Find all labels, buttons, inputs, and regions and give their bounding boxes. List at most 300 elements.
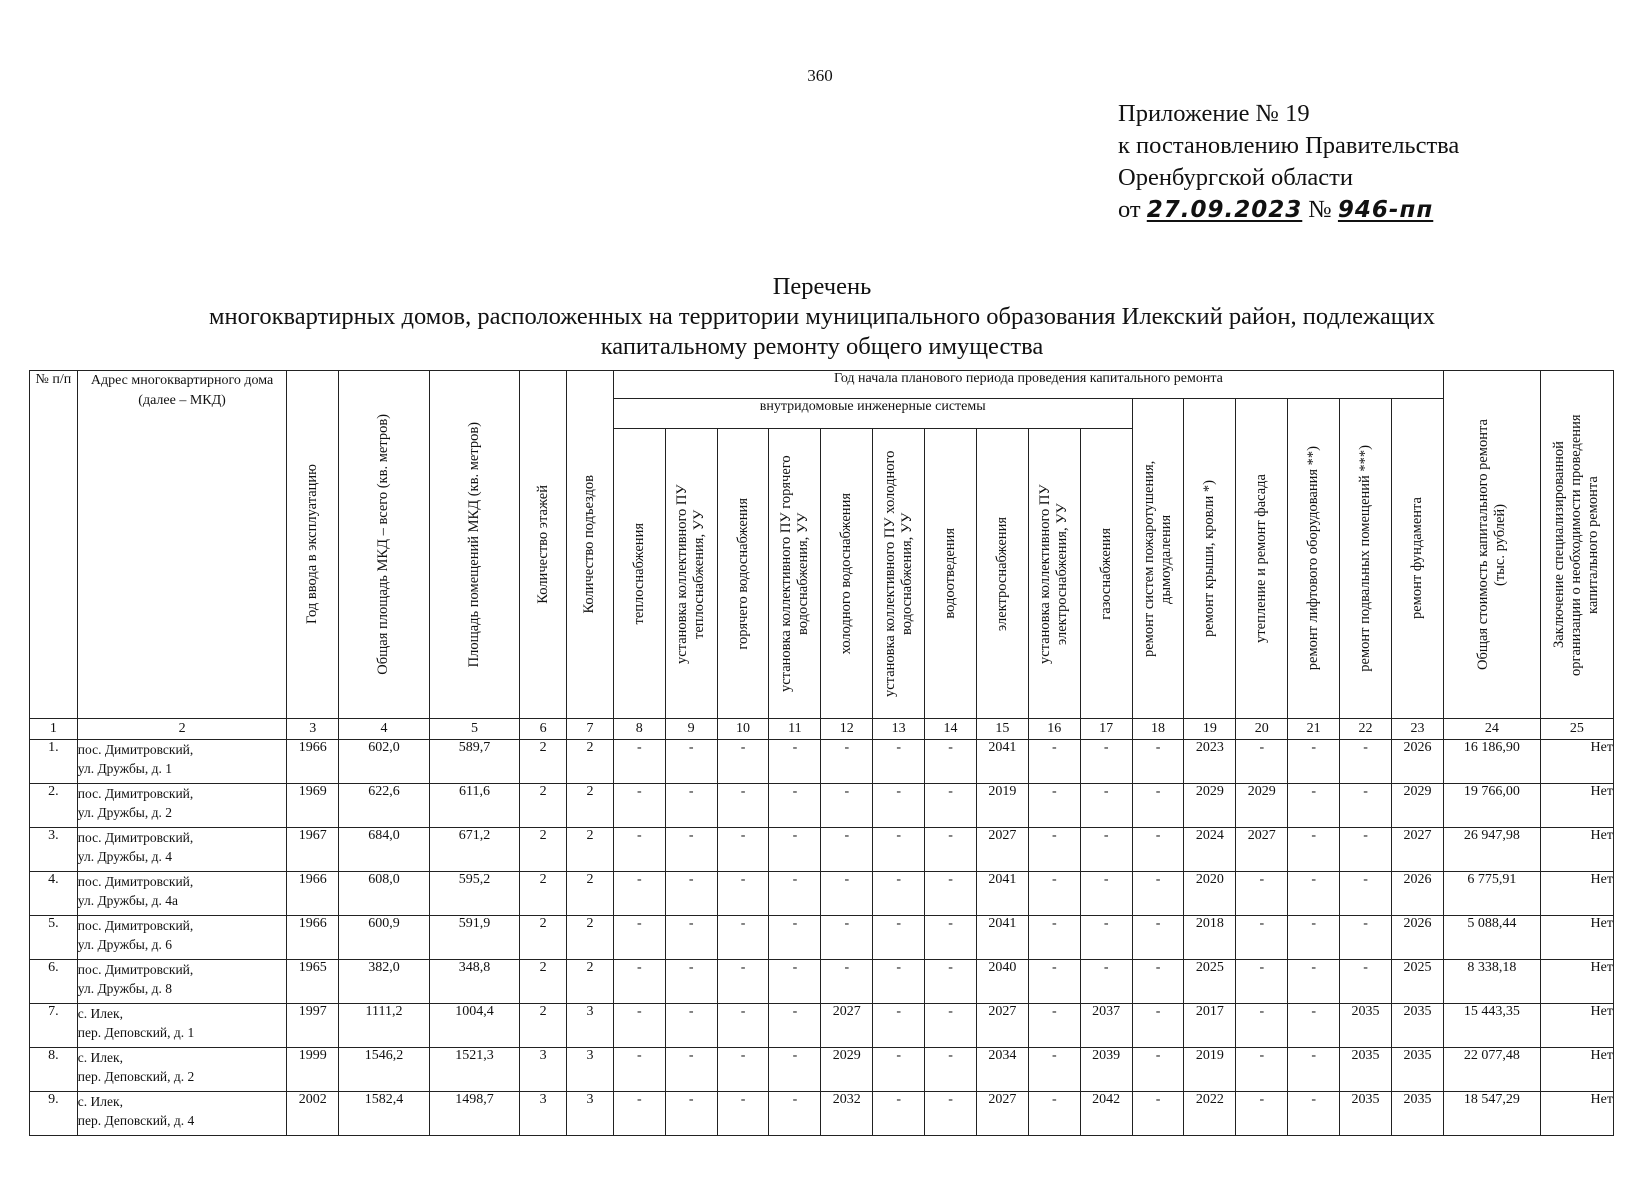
table-cell: 595,2 — [429, 872, 520, 916]
table-cell: - — [717, 916, 769, 960]
row-number: 7. — [30, 1004, 78, 1048]
table-cell: - — [925, 872, 977, 916]
table-cell: 2027 — [976, 1004, 1028, 1048]
table-cell: 3 — [520, 1048, 567, 1092]
header-facade: утепление и ремонт фасада — [1236, 399, 1288, 719]
address-cell — [77, 1004, 287, 1048]
table-cell: - — [1132, 1048, 1184, 1092]
table-cell: 2 — [520, 784, 567, 828]
title-line-2: многоквартирных домов, расположенных на территории муниципального образования Илекский район, подлежащих — [209, 303, 1435, 330]
header-conclusion: Заключение специализированной организации о необходимости проведения капитального ремонта — [1540, 371, 1613, 719]
address-line-1: с. Илек, — [77, 1094, 123, 1109]
table-cell: - — [1288, 1048, 1340, 1092]
table-cell: - — [1236, 1092, 1288, 1136]
table-cell: 608,0 — [339, 872, 430, 916]
column-number: 22 — [1340, 719, 1392, 740]
title-line-1: Перечень — [772, 273, 872, 300]
table-cell: Нет — [1540, 740, 1613, 784]
column-number: 20 — [1236, 719, 1288, 740]
header-floors: Количество этажей — [520, 371, 567, 719]
table-cell: 15 443,35 — [1444, 1004, 1541, 1048]
table-cell: - — [821, 872, 873, 916]
table-cell: - — [769, 1048, 821, 1092]
table-cell: - — [1132, 784, 1184, 828]
table-cell: 2 — [567, 872, 614, 916]
table-cell: - — [1288, 784, 1340, 828]
table-cell: - — [769, 828, 821, 872]
table-cell: 2 — [520, 740, 567, 784]
table-cell: - — [1028, 1092, 1080, 1136]
address-line-2: ул. Дружбы, д. 8 — [77, 981, 173, 996]
table-cell: 2 — [567, 960, 614, 1004]
table-cell: - — [769, 740, 821, 784]
table-cell: 2035 — [1391, 1004, 1443, 1048]
table-cell: - — [1080, 916, 1132, 960]
table-row — [30, 916, 1614, 960]
table-cell: - — [769, 1092, 821, 1136]
table-cell: 2 — [520, 828, 567, 872]
table-cell: - — [717, 960, 769, 1004]
table-cell: - — [1236, 740, 1288, 784]
title-line-3: капитальному ремонту общего имущества — [600, 333, 1044, 360]
header-num: № п/п — [30, 371, 78, 719]
table-cell: 19 766,00 — [1444, 784, 1541, 828]
table-cell: 2025 — [1391, 960, 1443, 1004]
address-cell — [77, 916, 287, 960]
table-cell: 2035 — [1340, 1048, 1392, 1092]
table-cell: - — [717, 828, 769, 872]
handwritten-date: 27.09.2023 — [1146, 197, 1303, 223]
table-cell: - — [925, 828, 977, 872]
column-number: 12 — [821, 719, 873, 740]
table-cell: - — [717, 872, 769, 916]
table-cell: - — [1080, 740, 1132, 784]
table-cell: - — [1236, 1048, 1288, 1092]
table-cell: 1967 — [287, 828, 339, 872]
table-cell: - — [1028, 960, 1080, 1004]
address-line-1: пос. Димитровский, — [77, 830, 194, 845]
table-cell: - — [1236, 872, 1288, 916]
date-prefix: от — [1118, 196, 1141, 223]
table-cell: 2042 — [1080, 1092, 1132, 1136]
row-number: 4. — [30, 872, 78, 916]
table-cell: - — [665, 960, 717, 1004]
table-cell: - — [613, 960, 665, 1004]
table-cell: - — [1340, 872, 1392, 916]
table-cell: - — [1340, 784, 1392, 828]
table-cell: - — [1288, 916, 1340, 960]
table-row — [30, 960, 1614, 1004]
table-cell: Нет — [1540, 1048, 1613, 1092]
table-cell: - — [873, 740, 925, 784]
header-hot-water-meter: установка коллективного ПУ горячего водоснабжения, УУ — [769, 429, 821, 719]
table-cell: 2029 — [1236, 784, 1288, 828]
address-cell — [77, 960, 287, 1004]
table-cell: - — [769, 784, 821, 828]
table-cell: - — [665, 784, 717, 828]
table-row — [30, 1048, 1614, 1092]
table-cell: 2041 — [976, 916, 1028, 960]
table-cell: Нет — [1540, 828, 1613, 872]
table-cell: 2029 — [1184, 784, 1236, 828]
table-cell: - — [1236, 916, 1288, 960]
table-cell: 382,0 — [339, 960, 430, 1004]
header-heating-meter: установка коллективного ПУ теплоснабжения, УУ — [665, 429, 717, 719]
address-cell — [77, 1048, 287, 1092]
table-cell: - — [1288, 872, 1340, 916]
table-cell: 602,0 — [339, 740, 430, 784]
appendix-region: Оренбургской области — [1118, 164, 1353, 191]
header-gas: газоснабжения — [1080, 429, 1132, 719]
table-cell: - — [769, 916, 821, 960]
table-cell: 2034 — [976, 1048, 1028, 1092]
table-cell: - — [1028, 828, 1080, 872]
table-cell: 16 186,90 — [1444, 740, 1541, 784]
table-cell: 2020 — [1184, 872, 1236, 916]
address-line-1: пос. Димитровский, — [77, 742, 194, 757]
table-cell: - — [873, 1048, 925, 1092]
table-cell: - — [1340, 916, 1392, 960]
table-cell: - — [717, 784, 769, 828]
table-cell: - — [1132, 916, 1184, 960]
row-number: 3. — [30, 828, 78, 872]
table-cell: - — [873, 960, 925, 1004]
table-cell: 591,9 — [429, 916, 520, 960]
table-cell: 18 547,29 — [1444, 1092, 1541, 1136]
address-cell — [77, 784, 287, 828]
row-number: 8. — [30, 1048, 78, 1092]
table-cell: - — [1028, 916, 1080, 960]
table-cell: - — [665, 1004, 717, 1048]
table-cell: - — [1132, 960, 1184, 1004]
column-number: 2 — [77, 719, 287, 740]
address-line-2: ул. Дружбы, д. 2 — [77, 805, 173, 820]
column-number: 6 — [520, 719, 567, 740]
header-cold-water: холодного водоснабжения — [821, 429, 873, 719]
header-cold-water-meter: установка коллективного ПУ холодного водоснабжения, УУ — [873, 429, 925, 719]
table-cell: - — [925, 784, 977, 828]
table-cell: 1966 — [287, 872, 339, 916]
table-cell: 2 — [567, 916, 614, 960]
table-cell: 2035 — [1391, 1048, 1443, 1092]
table-cell: - — [1340, 828, 1392, 872]
header-subgroup-engineering: внутридомовые инженерные системы — [613, 399, 1132, 429]
table-cell: 2 — [567, 784, 614, 828]
row-number: 9. — [30, 1092, 78, 1136]
table-cell: 2035 — [1391, 1092, 1443, 1136]
table-cell: 2029 — [1391, 784, 1443, 828]
table-row — [30, 740, 1614, 784]
table-cell: Нет — [1540, 872, 1613, 916]
table-cell: 1004,4 — [429, 1004, 520, 1048]
table-cell: 26 947,98 — [1444, 828, 1541, 872]
table-cell: - — [1288, 1004, 1340, 1048]
table-cell: - — [1132, 740, 1184, 784]
column-number: 18 — [1132, 719, 1184, 740]
table-cell: - — [1132, 1092, 1184, 1136]
table-cell: - — [821, 960, 873, 1004]
table-cell: 2041 — [976, 872, 1028, 916]
header-total-cost: Общая стоимость капитального ремонта (тыс. рублей) — [1444, 371, 1541, 719]
table-cell: - — [665, 1048, 717, 1092]
table-cell: - — [769, 1004, 821, 1048]
table-cell: - — [1028, 784, 1080, 828]
header-electricity: электроснабжения — [976, 429, 1028, 719]
column-number: 9 — [665, 719, 717, 740]
header-foundation: ремонт фундамента — [1391, 399, 1443, 719]
column-number: 21 — [1288, 719, 1340, 740]
table-cell: Нет — [1540, 960, 1613, 1004]
table-cell: 589,7 — [429, 740, 520, 784]
row-number: 2. — [30, 784, 78, 828]
address-line-1: с. Илек, — [77, 1006, 123, 1021]
table-cell: 8 338,18 — [1444, 960, 1541, 1004]
table-cell: 684,0 — [339, 828, 430, 872]
table-cell: - — [613, 740, 665, 784]
table-cell: 2027 — [1391, 828, 1443, 872]
table-cell: 1966 — [287, 740, 339, 784]
header-heating: теплоснабжения — [613, 429, 665, 719]
address-cell — [77, 828, 287, 872]
header-hot-water: горячего водоснабжения — [717, 429, 769, 719]
address-line-2: пер. Деповский, д. 1 — [77, 1025, 195, 1040]
table-cell: - — [665, 916, 717, 960]
header-roof: ремонт крыши, кровли *) — [1184, 399, 1236, 719]
table-cell: 2022 — [1184, 1092, 1236, 1136]
column-number: 23 — [1391, 719, 1443, 740]
table-cell: 2019 — [1184, 1048, 1236, 1092]
table-cell: 671,2 — [429, 828, 520, 872]
table-row — [30, 1004, 1614, 1048]
table-cell: - — [665, 1092, 717, 1136]
table-cell: 622,6 — [339, 784, 430, 828]
table-cell: - — [1132, 828, 1184, 872]
address-line-2: ул. Дружбы, д. 4 — [77, 849, 173, 864]
appendix-title: Приложение № 19 — [1118, 100, 1310, 127]
table-cell: 2 — [567, 828, 614, 872]
table-cell: - — [1028, 740, 1080, 784]
table-row — [30, 1092, 1614, 1136]
address-line-2: ул. Дружбы, д. 4а — [77, 893, 178, 908]
column-number: 17 — [1080, 719, 1132, 740]
table-cell: - — [821, 828, 873, 872]
page-number: 360 — [807, 66, 833, 85]
table-cell: - — [873, 872, 925, 916]
column-number: 25 — [1540, 719, 1613, 740]
address-line-1: пос. Димитровский, — [77, 874, 194, 889]
table-cell: 1111,2 — [339, 1004, 430, 1048]
table-cell: 1546,2 — [339, 1048, 430, 1092]
table-cell: 1966 — [287, 916, 339, 960]
table-cell: - — [925, 916, 977, 960]
table-cell: 2 — [520, 872, 567, 916]
table-cell: 2027 — [976, 828, 1028, 872]
appendix-resolution: к постановлению Правительства — [1118, 132, 1460, 159]
header-entrances: Количество подъездов — [567, 371, 614, 719]
table-cell: - — [1236, 960, 1288, 1004]
table-cell: - — [717, 1092, 769, 1136]
row-number: 5. — [30, 916, 78, 960]
table-cell: 6 775,91 — [1444, 872, 1541, 916]
table-row — [30, 784, 1614, 828]
header-basement: ремонт подвальных помещений ***) — [1340, 399, 1392, 719]
column-number: 4 — [339, 719, 430, 740]
header-fire: ремонт систем пожаротушения, дымоудаления — [1132, 399, 1184, 719]
table-cell: 2 — [520, 1004, 567, 1048]
table-cell: - — [873, 784, 925, 828]
table-cell: 2018 — [1184, 916, 1236, 960]
header-total-area: Общая площадь МКД – всего (кв. метров) — [339, 371, 430, 719]
table-cell: - — [717, 1004, 769, 1048]
table-cell: 2032 — [821, 1092, 873, 1136]
table-cell: 2037 — [1080, 1004, 1132, 1048]
table-cell: - — [1132, 1004, 1184, 1048]
table-cell: 1969 — [287, 784, 339, 828]
table-cell: - — [1288, 740, 1340, 784]
table-cell: 2035 — [1340, 1004, 1392, 1048]
table-cell: - — [925, 1092, 977, 1136]
address-cell — [77, 740, 287, 784]
table-cell: 2017 — [1184, 1004, 1236, 1048]
table-cell: - — [613, 784, 665, 828]
table-cell: - — [821, 740, 873, 784]
table-cell: - — [1080, 784, 1132, 828]
table-cell: - — [1236, 1004, 1288, 1048]
table-cell: - — [613, 1092, 665, 1136]
address-line-1: с. Илек, — [77, 1050, 123, 1065]
address-line-2: пер. Деповский, д. 4 — [77, 1113, 195, 1128]
table-cell: - — [665, 828, 717, 872]
table-cell: 2027 — [976, 1092, 1028, 1136]
table-cell: Нет — [1540, 784, 1613, 828]
column-number: 24 — [1444, 719, 1541, 740]
table-cell: 2026 — [1391, 872, 1443, 916]
table-cell: - — [1132, 872, 1184, 916]
table-cell: - — [665, 740, 717, 784]
column-number: 7 — [567, 719, 614, 740]
header-sewerage: водоотведения — [925, 429, 977, 719]
table-cell: - — [873, 916, 925, 960]
table-cell: 2041 — [976, 740, 1028, 784]
table-cell: Нет — [1540, 1092, 1613, 1136]
header-premises-area: Площадь помещений МКД (кв. метров) — [429, 371, 520, 719]
table-cell: 1498,7 — [429, 1092, 520, 1136]
table-cell: 2 — [520, 960, 567, 1004]
table-cell: 3 — [567, 1004, 614, 1048]
table-cell: 1999 — [287, 1048, 339, 1092]
table-cell: Нет — [1540, 916, 1613, 960]
appendix-block — [1118, 98, 1459, 226]
table-cell: - — [1288, 1092, 1340, 1136]
table-cell: 3 — [520, 1092, 567, 1136]
table-cell: - — [613, 1048, 665, 1092]
table-cell: 600,9 — [339, 916, 430, 960]
table-cell: 5 088,44 — [1444, 916, 1541, 960]
table-row — [30, 872, 1614, 916]
column-number: 16 — [1028, 719, 1080, 740]
column-number: 13 — [873, 719, 925, 740]
row-number: 1. — [30, 740, 78, 784]
table-cell: - — [925, 1048, 977, 1092]
table-cell: 2024 — [1184, 828, 1236, 872]
table-cell: - — [925, 740, 977, 784]
table-cell: - — [1288, 960, 1340, 1004]
table-cell: - — [769, 960, 821, 1004]
table-cell: 2019 — [976, 784, 1028, 828]
table-cell: 2002 — [287, 1092, 339, 1136]
table-cell: - — [769, 872, 821, 916]
table-cell: 2029 — [821, 1048, 873, 1092]
table-cell: - — [873, 828, 925, 872]
table-cell: 1521,3 — [429, 1048, 520, 1092]
table-cell: - — [821, 784, 873, 828]
table-cell: - — [925, 960, 977, 1004]
address-cell — [77, 1092, 287, 1136]
column-number: 5 — [429, 719, 520, 740]
table-cell: 2039 — [1080, 1048, 1132, 1092]
column-number: 14 — [925, 719, 977, 740]
table-cell: - — [613, 872, 665, 916]
address-line-2: пер. Деповский, д. 2 — [77, 1069, 195, 1084]
houses-table — [29, 370, 1614, 1136]
address-line-1: пос. Димитровский, — [77, 918, 194, 933]
table-cell: - — [613, 916, 665, 960]
table-cell: 2026 — [1391, 916, 1443, 960]
header-electricity-meter: установка коллективного ПУ электроснабжения, УУ — [1028, 429, 1080, 719]
table-cell: 1582,4 — [339, 1092, 430, 1136]
column-numbers-row — [30, 719, 1614, 740]
table-cell: 2027 — [821, 1004, 873, 1048]
handwritten-number: 946-пп — [1337, 197, 1434, 223]
table-cell: 2035 — [1340, 1092, 1392, 1136]
table-cell: 611,6 — [429, 784, 520, 828]
column-number: 3 — [287, 719, 339, 740]
table-cell: - — [613, 828, 665, 872]
address-cell — [77, 872, 287, 916]
table-cell: - — [925, 1004, 977, 1048]
table-cell: 2040 — [976, 960, 1028, 1004]
table-cell: 1965 — [287, 960, 339, 1004]
table-cell: - — [613, 1004, 665, 1048]
table-cell: 3 — [567, 1048, 614, 1092]
column-number: 10 — [717, 719, 769, 740]
table-cell: - — [873, 1092, 925, 1136]
header-elevator: ремонт лифтового оборудования **) — [1288, 399, 1340, 719]
table-cell: 2027 — [1236, 828, 1288, 872]
table-cell: - — [1028, 1048, 1080, 1092]
table-cell: - — [1288, 828, 1340, 872]
table-cell: 348,8 — [429, 960, 520, 1004]
table-cell: - — [717, 1048, 769, 1092]
appendix-date-line — [1118, 194, 1459, 226]
table-cell: - — [665, 872, 717, 916]
table-cell: 2026 — [1391, 740, 1443, 784]
header-year: Год ввода в эксплуатацию — [287, 371, 339, 719]
table-cell: - — [1080, 960, 1132, 1004]
table-cell: 22 077,48 — [1444, 1048, 1541, 1092]
table-cell: 2023 — [1184, 740, 1236, 784]
table-cell: - — [1080, 828, 1132, 872]
table-cell: - — [873, 1004, 925, 1048]
table-cell: - — [1028, 1004, 1080, 1048]
table-cell: - — [1340, 960, 1392, 1004]
column-number: 1 — [30, 719, 78, 740]
column-number: 19 — [1184, 719, 1236, 740]
table-cell: 2 — [520, 916, 567, 960]
address-line-1: пос. Димитровский, — [77, 786, 194, 801]
header-group-period: Год начала планового периода проведения капитального ремонта — [613, 371, 1443, 399]
table-cell: - — [717, 740, 769, 784]
